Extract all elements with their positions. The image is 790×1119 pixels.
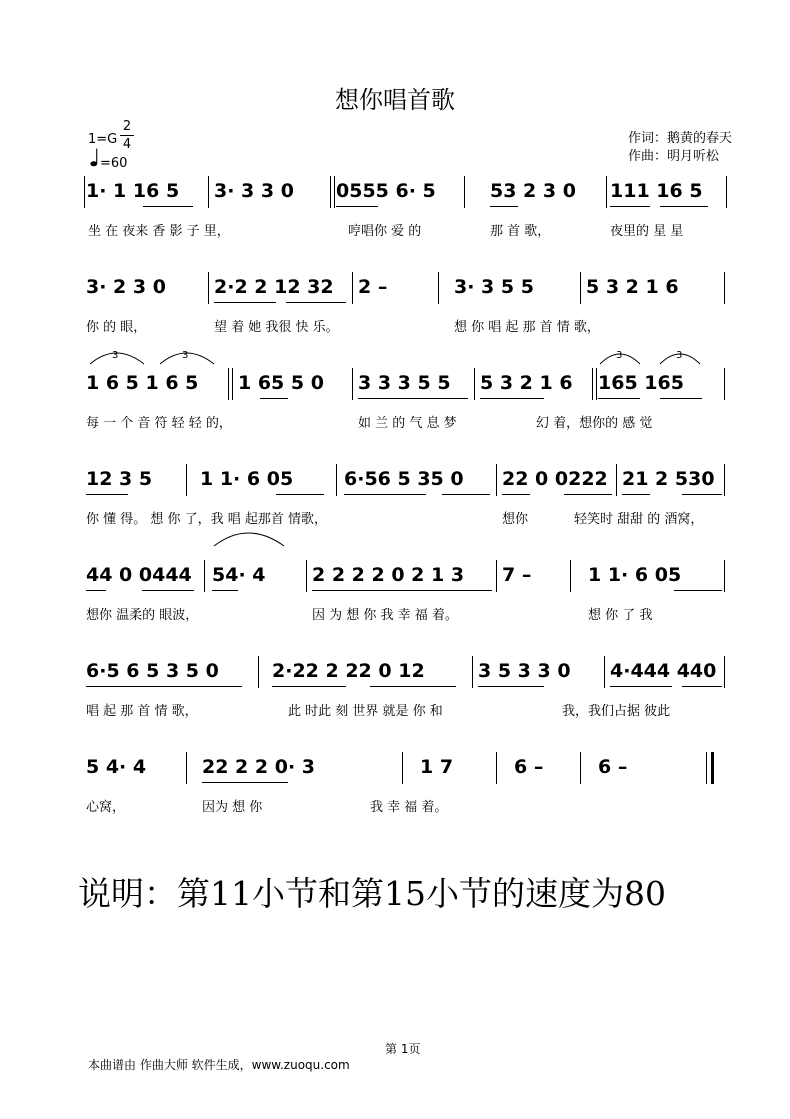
underline (286, 302, 346, 303)
measure-8: 2 – (358, 276, 388, 298)
barline (208, 176, 209, 208)
measure-18: 6·56 5 35 0 (344, 468, 464, 490)
final-barline-thick (711, 752, 714, 784)
barline (464, 176, 465, 208)
measure-30: 5 4· 4 (86, 756, 147, 778)
triplet-slur (598, 346, 708, 368)
underline (142, 590, 194, 591)
lyrics-segment: 心窝， (86, 800, 126, 815)
measure-34: 6 – (598, 756, 628, 778)
page-title: 想你唱首歌 (335, 86, 455, 114)
svg-text:3: 3 (676, 350, 683, 361)
lyrics-segment: 坐 在 夜来 香 影 子 里， (88, 224, 230, 239)
barline (724, 368, 725, 400)
svg-text:3: 3 (112, 350, 119, 361)
barline (726, 176, 727, 208)
measure-15: 165 165 (598, 372, 684, 394)
page-number: 第 1页 (385, 1042, 421, 1056)
tempo-marking: =60 (100, 156, 128, 171)
barline (306, 560, 307, 592)
barline (232, 368, 233, 400)
lyrics-segment: 因 为 想 你 我 幸 福 着。 (312, 608, 458, 623)
barline (474, 368, 475, 400)
underline (202, 782, 288, 783)
barline (724, 656, 725, 688)
measure-25: 1 1· 6 05 (588, 564, 682, 586)
barline (186, 752, 187, 784)
barline (352, 272, 353, 304)
composer-credit: 作曲：明月听松 (628, 149, 720, 164)
underline (598, 398, 640, 399)
measure-32: 1 7 (420, 756, 454, 778)
measure-24: 7 – (502, 564, 532, 586)
barline (596, 368, 597, 400)
measure-11: 1 6 5 1 6 5 (86, 372, 199, 394)
measure-14: 5 3 2 1 6 (480, 372, 573, 394)
barline (186, 464, 187, 496)
underline (502, 494, 530, 495)
svg-text:3: 3 (182, 350, 189, 361)
measure-1: 1· 1 16 5 (86, 180, 180, 202)
barline (258, 656, 259, 688)
measure-31: 22 2 2 0· 3 (202, 756, 315, 778)
underline (442, 494, 490, 495)
underline (336, 206, 378, 207)
underline (490, 206, 518, 207)
measure-5: 111 16 5 (610, 180, 703, 202)
barline (570, 560, 571, 592)
underline (212, 590, 238, 591)
lyrics-segment: 轻笑时 甜甜 的 酒窝， (574, 512, 704, 527)
lyrics-segment: 想 你 唱 起 那 首 情 歌， (454, 320, 600, 335)
barline (472, 656, 473, 688)
underline (276, 494, 324, 495)
underline (143, 206, 193, 207)
underline (86, 494, 128, 495)
underline (660, 398, 702, 399)
lyrics-segment: 每 一 个 音 符 轻 轻 的， (86, 416, 232, 431)
measure-17: 1 1· 6 05 (200, 468, 294, 490)
underline (86, 590, 106, 591)
barline (496, 464, 497, 496)
lyrics-segment: 我，我们占据 彼此 (562, 704, 671, 719)
lyrics-segment: 你 的 眼， (86, 320, 147, 335)
triplet-slur (88, 346, 222, 368)
time-signature (120, 118, 134, 153)
barline (592, 368, 593, 400)
barline (438, 272, 439, 304)
measure-21: 44 0 0444 (86, 564, 192, 586)
barline (402, 752, 403, 784)
underline (358, 398, 468, 399)
barline (228, 368, 229, 400)
underline (478, 686, 544, 687)
lyrics-segment: 我 幸 福 着。 (370, 800, 448, 815)
barline (204, 560, 205, 592)
barline (496, 560, 497, 592)
measure-12: 1 65 5 0 (238, 372, 324, 394)
lyrics-segment: 望 着 她 我很 快 乐。 (214, 320, 339, 335)
lyrics-segment: 因为 想 你 (202, 800, 263, 815)
lyrics-segment: 想 你 了 我 (588, 608, 653, 623)
underline (610, 206, 650, 207)
barline (336, 464, 337, 496)
underline (312, 590, 492, 591)
underline (214, 302, 276, 303)
measure-29: 4·444 440 (610, 660, 717, 682)
lyrics-segment: 你 懂 得。 想 你 了，我 唱 起那首 情歌， (86, 512, 328, 527)
measure-9: 3· 3 5 5 (454, 276, 534, 298)
barline (496, 752, 497, 784)
underline (660, 206, 708, 207)
barline (724, 464, 725, 496)
lyrics-segment: 夜里的 星 星 (610, 224, 684, 239)
underline (674, 590, 722, 591)
barline (606, 176, 607, 208)
measure-19: 22 0 0222 (502, 468, 608, 490)
underline (610, 686, 672, 687)
explanation-note: 说明：第11小节和第15小节的速度为80 (78, 874, 666, 913)
lyrics-segment: 此 时此 刻 世界 就是 你 和 (288, 704, 443, 719)
underline (564, 494, 612, 495)
measure-26: 6·5 6 5 3 5 0 (86, 660, 219, 682)
underline (682, 494, 722, 495)
measure-13: 3 3 3 5 5 (358, 372, 451, 394)
barline (724, 272, 725, 304)
barline (84, 176, 85, 208)
barline (604, 656, 605, 688)
svg-text:3: 3 (616, 350, 623, 361)
barline (724, 560, 725, 592)
measure-28: 3 5 3 3 0 (478, 660, 571, 682)
measure-33: 6 – (514, 756, 544, 778)
measure-3: 0555 6· 5 (336, 180, 436, 202)
final-barline-thin (706, 752, 707, 784)
lyricist-credit: 作词：鹅黄的春天 (628, 131, 733, 146)
measure-2: 3· 3 3 0 (214, 180, 294, 202)
underline (480, 398, 544, 399)
lyrics-segment: 唱 起 那 首 情 歌， (86, 704, 198, 719)
time-signature-top: 2 (122, 119, 132, 134)
barline (580, 752, 581, 784)
barline (580, 272, 581, 304)
underline (272, 686, 346, 687)
measure-27: 2·22 2 22 0 12 (272, 660, 425, 682)
barline (334, 176, 335, 208)
measure-4: 53 2 3 0 (490, 180, 576, 202)
measure-20: 21 2 530 (622, 468, 715, 490)
key-signature: 1=G (88, 132, 118, 147)
lyrics-segment: 那 首 歌， (490, 224, 551, 239)
measure-6: 3· 2 3 0 (86, 276, 166, 298)
lyrics-segment: 如 兰 的 气 息 梦 (358, 416, 457, 431)
slur (212, 526, 286, 548)
barline (352, 368, 353, 400)
barline (330, 176, 331, 208)
underline (86, 686, 242, 687)
underline (260, 398, 288, 399)
footer-credit: 本曲谱由 作曲大师 软件生成，www.zuoqu.com (88, 1058, 350, 1072)
underline (344, 494, 426, 495)
measure-10: 5 3 2 1 6 (586, 276, 679, 298)
underline (682, 686, 722, 687)
barline (208, 272, 209, 304)
lyrics-segment: 哼唱你 爱 的 (348, 224, 422, 239)
underline (622, 494, 650, 495)
barline (616, 464, 617, 496)
lyrics-segment: 想你 (502, 512, 529, 527)
time-signature-bottom: 4 (122, 137, 132, 152)
lyrics-segment: 想你 温柔的 眼波， (86, 608, 199, 623)
measure-16: 12 3 5 (86, 468, 153, 490)
lyrics-segment: 幻 着，想你的 感 觉 (536, 416, 653, 431)
measure-23: 2 2 2 2 0 2 1 3 (312, 564, 465, 586)
measure-7: 2·2 2 12 32 (214, 276, 334, 298)
underline (370, 686, 456, 687)
measure-22: 54· 4 (212, 564, 266, 586)
